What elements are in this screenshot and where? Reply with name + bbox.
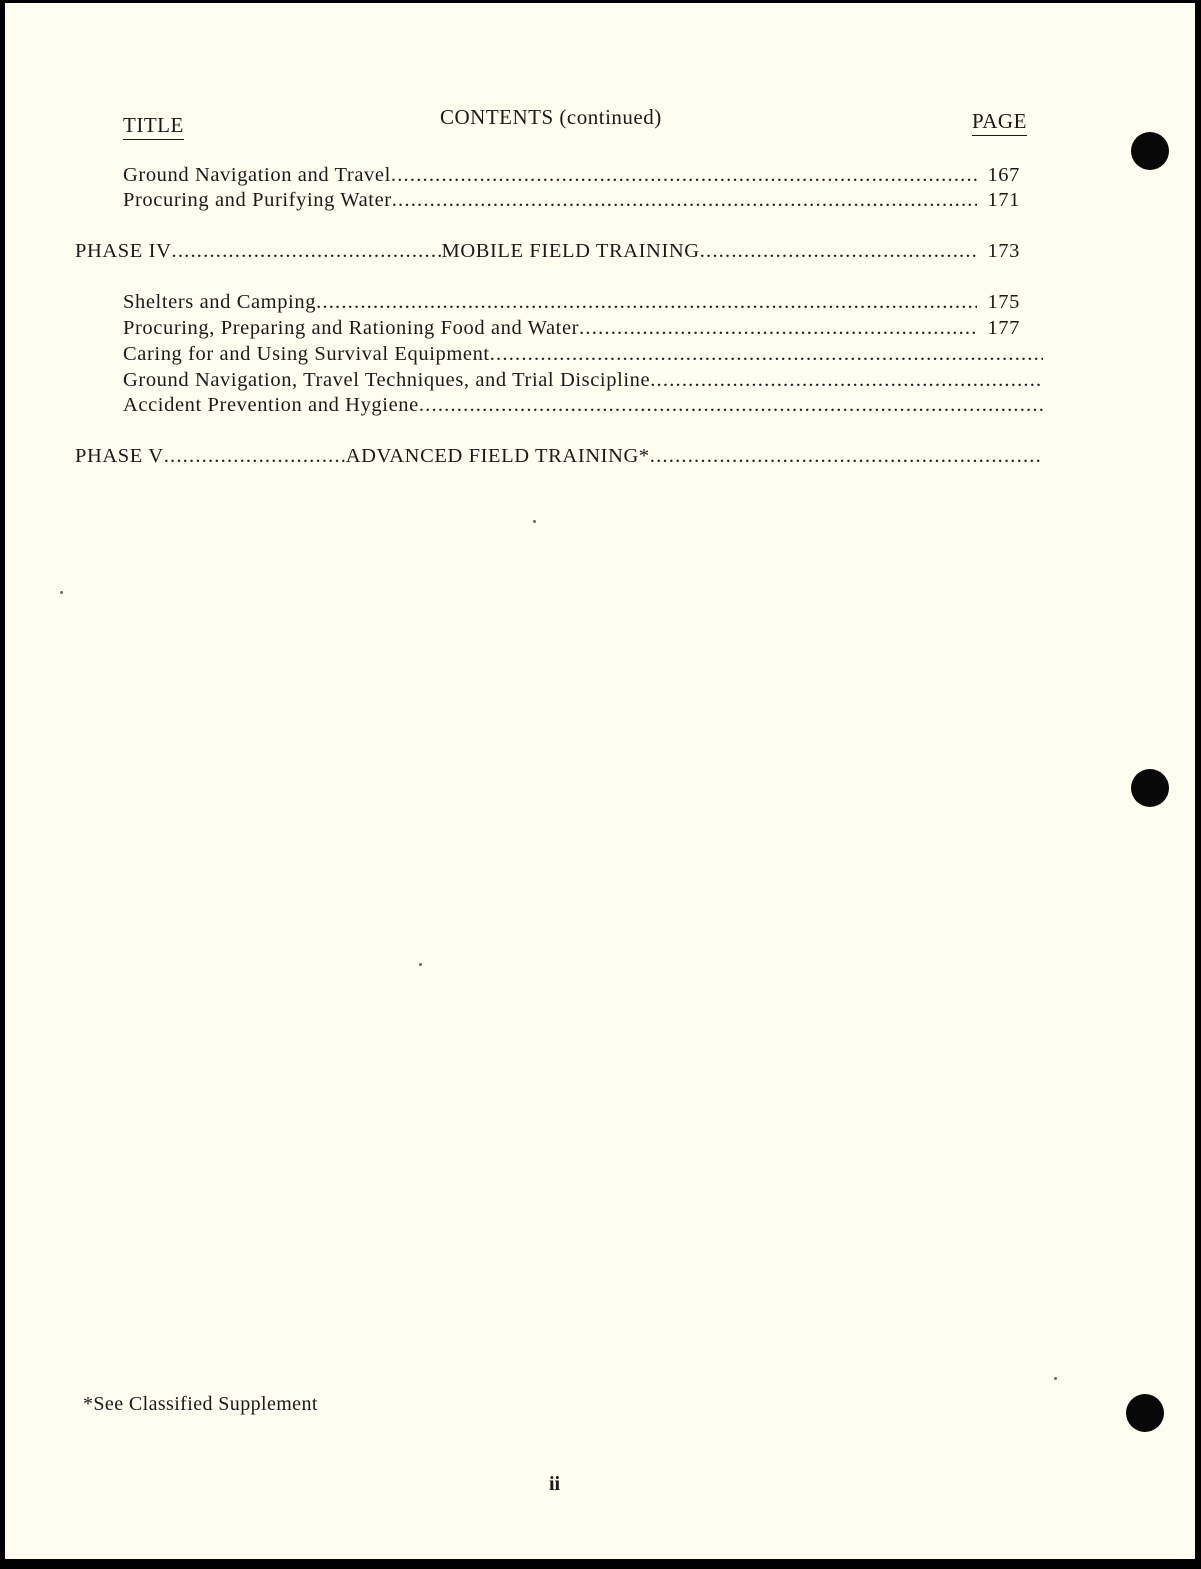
leader-dots — [579, 317, 977, 340]
leader-dots — [392, 189, 978, 212]
leader-dots — [316, 291, 977, 314]
title-column-header: TITLE — [123, 113, 184, 140]
toc-phase-entry — [75, 240, 1020, 263]
toc-entry-title: Procuring, Preparing and Rationing Food and Water — [123, 317, 580, 339]
toc-entry-title: Accident Prevention and Hygiene — [123, 394, 419, 416]
toc-entry — [123, 189, 1020, 212]
toc-entry — [123, 164, 1020, 187]
toc-entry-page: 175 — [987, 291, 1020, 313]
phase-title: MOBILE FIELD TRAINING — [441, 240, 700, 262]
contents-heading: CONTENTS (continued) — [440, 105, 662, 129]
toc-entry — [123, 317, 1020, 340]
toc-entry-page: 167 — [987, 164, 1020, 186]
document-page — [5, 3, 1195, 1559]
toc-entry-page: 173 — [987, 240, 1020, 262]
paper-speck — [60, 591, 63, 594]
leader-dots — [419, 394, 1043, 417]
toc-entry — [123, 394, 1043, 417]
leader-dots — [172, 240, 442, 263]
toc-phase-entry — [75, 445, 1043, 468]
toc-entry-page: 171 — [987, 189, 1020, 211]
leader-dots — [700, 240, 978, 263]
punch-hole — [1131, 769, 1169, 807]
toc-entry-title: Ground Navigation, Travel Techniques, and Trial Discipline — [123, 369, 651, 391]
toc-entry-title: Ground Navigation and Travel — [123, 164, 391, 186]
leader-dots — [490, 343, 1043, 366]
leader-dots — [391, 164, 978, 187]
leader-dots — [650, 369, 1043, 392]
footnote: *See Classified Supplement — [83, 1393, 318, 1415]
paper-speck — [533, 520, 536, 523]
paper-speck — [1054, 1377, 1057, 1380]
toc-entry-title: Shelters and Camping — [123, 291, 317, 313]
paper-speck — [419, 963, 422, 966]
page-number: ii — [549, 1473, 561, 1495]
toc-entry — [123, 291, 1020, 314]
punch-hole — [1131, 132, 1169, 170]
leader-dots — [164, 445, 346, 468]
toc-entry — [123, 343, 1043, 366]
toc-entry — [123, 369, 1043, 392]
phase-label: PHASE IV — [75, 240, 172, 262]
toc-entry-title: Procuring and Purifying Water — [123, 189, 392, 211]
toc-entry-title: Caring for and Using Survival Equipment — [123, 343, 490, 365]
toc-entry-page: 177 — [987, 317, 1020, 339]
page-column-header: PAGE — [972, 109, 1027, 136]
punch-hole — [1126, 1394, 1164, 1432]
phase-label: PHASE V — [75, 445, 164, 467]
phase-title: ADVANCED FIELD TRAINING* — [345, 445, 650, 467]
leader-dots — [650, 445, 1043, 468]
